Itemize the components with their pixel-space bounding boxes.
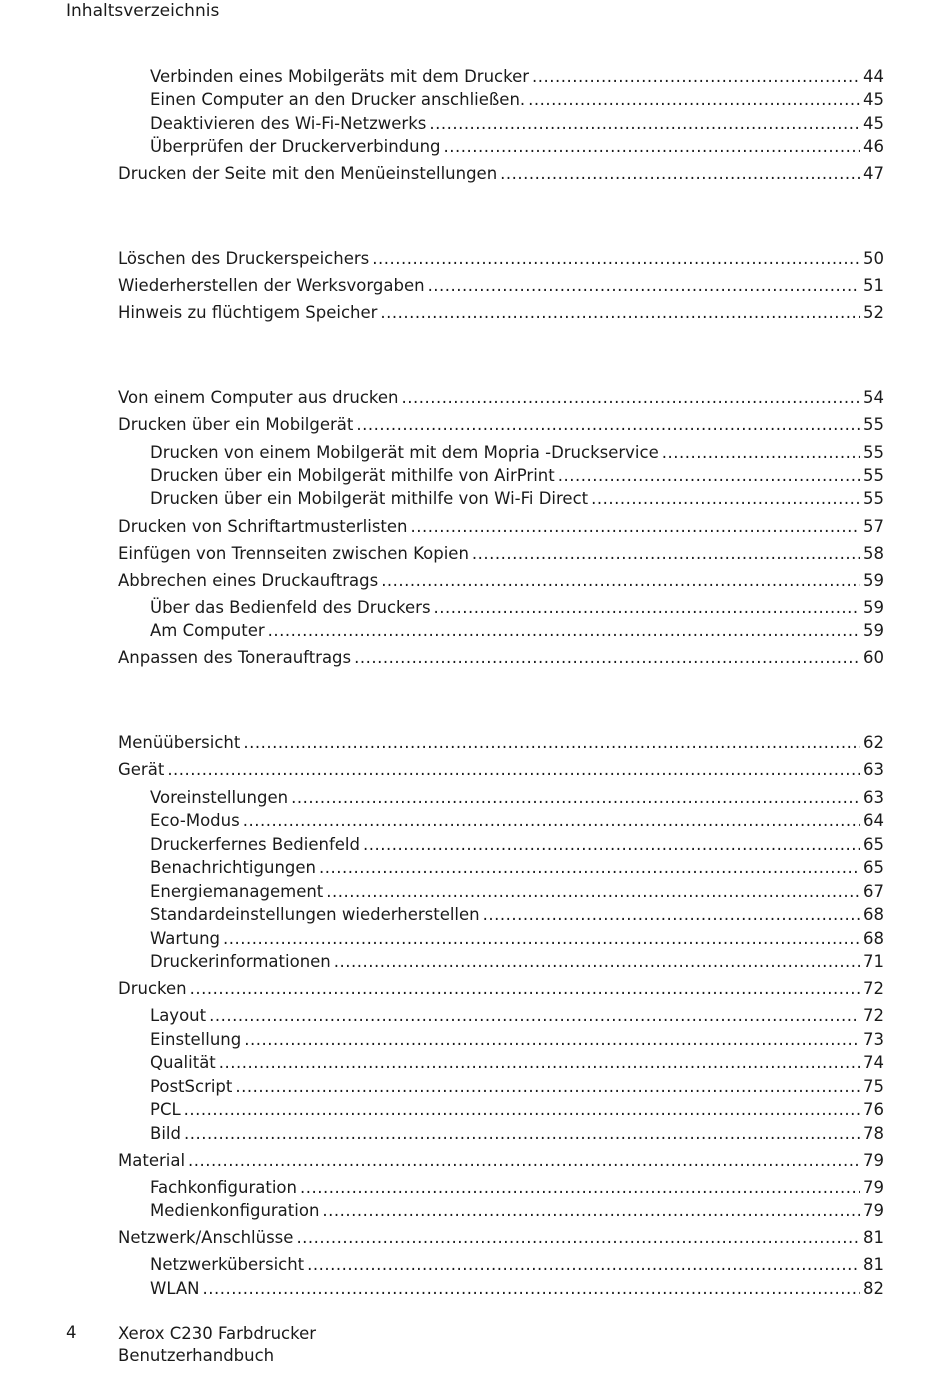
toc-entry-page-number: 74 xyxy=(863,1053,884,1072)
toc-dot-leader xyxy=(591,488,860,510)
toc-entry-title: WLAN xyxy=(150,1279,200,1298)
toc-entry-page-number: 50 xyxy=(863,249,884,268)
toc-entry xyxy=(150,66,884,88)
toc-dot-leader xyxy=(209,1005,860,1027)
footer-page-number: 4 xyxy=(66,1323,77,1342)
toc-entry-page-number: 81 xyxy=(863,1255,884,1274)
toc-entry-title: Einfügen von Trennseiten zwischen Kopien xyxy=(118,544,469,563)
toc-entry xyxy=(150,904,884,926)
toc-entry-title: Wiederherstellen der Werksvorgaben xyxy=(118,276,425,295)
toc-entry-title: Energiemanagement xyxy=(150,882,324,901)
toc-entry-page-number: 68 xyxy=(863,905,884,924)
toc-entry xyxy=(150,834,884,856)
toc-dot-leader xyxy=(319,857,860,879)
toc-entry-title: Medienkonfiguration xyxy=(150,1201,320,1220)
toc-entry xyxy=(150,881,884,903)
toc-entry-title: Verbinden eines Mobilgeräts mit dem Drucker xyxy=(150,67,530,86)
toc-entry xyxy=(118,1227,884,1249)
toc-dot-leader xyxy=(326,881,860,903)
toc-dot-leader xyxy=(532,66,860,88)
toc-entry-title: Drucken von Schriftartmusterlisten xyxy=(118,517,408,536)
toc-entry-page-number: 65 xyxy=(863,835,884,854)
toc-entry-title: Drucken der Seite mit den Menüeinstellungen xyxy=(118,164,498,183)
toc-entry xyxy=(118,647,884,669)
toc-dot-leader xyxy=(244,1029,860,1051)
toc-entry-title: Abbrechen eines Druckauftrags xyxy=(118,571,379,590)
toc-entry-page-number: 79 xyxy=(863,1201,884,1220)
toc-entry-title: Hinweis zu flüchtigem Speicher xyxy=(118,303,378,322)
toc-entry-page-number: 72 xyxy=(863,979,884,998)
toc-entry-title: Fachkonfiguration xyxy=(150,1178,297,1197)
toc-entry xyxy=(150,465,884,487)
toc-entry xyxy=(150,951,884,973)
toc-entry-title: Von einem Computer aus drucken xyxy=(118,388,399,407)
toc-entry xyxy=(118,759,884,781)
toc-entry-page-number: 54 xyxy=(863,388,884,407)
toc-dot-leader xyxy=(472,543,860,565)
toc-entry-page-number: 75 xyxy=(863,1077,884,1096)
toc-entry-page-number: 55 xyxy=(863,466,884,485)
toc-entry-title: Drucken xyxy=(118,979,187,998)
toc-entry-page-number: 60 xyxy=(863,648,884,667)
toc-entry-title: Anpassen des Tonerauftrags xyxy=(118,648,352,667)
running-header-title: Inhaltsverzeichnis xyxy=(66,1,220,21)
toc-entry xyxy=(118,516,884,538)
toc-entry-title: Eco-Modus xyxy=(150,811,240,830)
toc-entry xyxy=(118,414,884,436)
toc-dot-leader xyxy=(307,1254,860,1276)
toc-entry-page-number: 59 xyxy=(863,598,884,617)
toc-entry xyxy=(150,89,884,111)
toc-dot-leader xyxy=(188,1150,860,1172)
toc-entry-page-number: 72 xyxy=(863,1006,884,1025)
toc-entry xyxy=(150,857,884,879)
toc-entry xyxy=(150,1099,884,1121)
toc-entry-page-number: 82 xyxy=(863,1279,884,1298)
toc-entry-page-number: 45 xyxy=(863,114,884,133)
toc-entry-page-number: 76 xyxy=(863,1100,884,1119)
toc-dot-leader xyxy=(662,442,860,464)
toc-entry xyxy=(118,543,884,565)
toc-entry-page-number: 64 xyxy=(863,811,884,830)
toc-entry-page-number: 79 xyxy=(863,1151,884,1170)
toc-dot-leader xyxy=(184,1123,860,1145)
toc-entry-title: Layout xyxy=(150,1006,207,1025)
toc-entry-title: Voreinstellungen xyxy=(150,788,289,807)
toc-dot-leader xyxy=(558,465,860,487)
toc-entry-title: Über das Bedienfeld des Druckers xyxy=(150,598,431,617)
toc-dot-leader xyxy=(356,414,860,436)
toc-entry xyxy=(150,1200,884,1222)
toc-entry-title: Drucken über ein Mobilgerät mithilfe von AirPrint xyxy=(150,466,555,485)
toc-dot-leader xyxy=(268,620,860,642)
toc-entry-page-number: 71 xyxy=(863,952,884,971)
toc-entry xyxy=(150,928,884,950)
footer-product-name: Xerox C230 Farbdrucker xyxy=(118,1324,317,1343)
toc-dot-leader xyxy=(300,1177,860,1199)
toc-entry-page-number: 62 xyxy=(863,733,884,752)
toc-entry-page-number: 55 xyxy=(863,415,884,434)
toc-dot-leader xyxy=(334,951,860,973)
toc-entry xyxy=(118,732,884,754)
toc-entry-page-number: 45 xyxy=(863,90,884,109)
toc-entry xyxy=(118,978,884,1000)
toc-entry-page-number: 55 xyxy=(863,443,884,462)
toc-entry xyxy=(118,275,884,297)
toc-entry xyxy=(150,620,884,642)
toc-entry-title: Benachrichtigungen xyxy=(150,858,316,877)
toc-entry xyxy=(150,1254,884,1276)
toc-dot-leader xyxy=(483,904,860,926)
toc-entry-page-number: 59 xyxy=(863,571,884,590)
toc-entry-title: Netzwerk/Anschlüsse xyxy=(118,1228,294,1247)
toc-entry-page-number: 46 xyxy=(863,137,884,156)
toc-entry xyxy=(150,1005,884,1027)
toc-entry-title: Am Computer xyxy=(150,621,265,640)
toc-entry xyxy=(118,248,884,270)
toc-entry-title: Bild xyxy=(150,1124,181,1143)
toc-entry xyxy=(118,387,884,409)
footer-document-title: Benutzerhandbuch xyxy=(118,1346,275,1365)
toc-entry xyxy=(150,488,884,510)
toc-entry-title: Druckerfernes Bedienfeld xyxy=(150,835,360,854)
toc-entry-page-number: 68 xyxy=(863,929,884,948)
toc-dot-leader xyxy=(380,302,860,324)
toc-entry xyxy=(150,1177,884,1199)
toc-entry xyxy=(150,1052,884,1074)
toc-entry-page-number: 51 xyxy=(863,276,884,295)
toc-entry-page-number: 79 xyxy=(863,1178,884,1197)
toc-dot-leader xyxy=(322,1200,860,1222)
toc-entry xyxy=(118,163,884,185)
toc-entry-page-number: 63 xyxy=(863,788,884,807)
toc-dot-leader xyxy=(190,978,860,1000)
toc-entry xyxy=(150,442,884,464)
toc-entry-page-number: 58 xyxy=(863,544,884,563)
toc-dot-leader xyxy=(354,647,860,669)
toc-dot-leader xyxy=(363,834,860,856)
toc-entry-title: Überprüfen der Druckerverbindung xyxy=(150,137,441,156)
toc-entry-page-number: 55 xyxy=(863,489,884,508)
toc-entry-page-number: 47 xyxy=(863,164,884,183)
toc-entry xyxy=(118,1150,884,1172)
toc-dot-leader xyxy=(291,787,860,809)
toc-dot-leader xyxy=(444,136,860,158)
toc-entry xyxy=(150,1076,884,1098)
toc-dot-leader xyxy=(223,928,860,950)
toc-entry-title: PCL xyxy=(150,1100,181,1119)
toc-dot-leader xyxy=(429,113,860,135)
toc-dot-leader xyxy=(528,89,860,111)
toc-dot-leader xyxy=(203,1278,860,1300)
toc-entry-title: Drucken über ein Mobilgerät mithilfe von Wi-Fi Direct xyxy=(150,489,589,508)
toc-entry-title: Material xyxy=(118,1151,186,1170)
toc-entry-title: Druckerinformationen xyxy=(150,952,331,971)
toc-entry-page-number: 57 xyxy=(863,517,884,536)
toc-entry-page-number: 81 xyxy=(863,1228,884,1247)
toc-dot-leader xyxy=(434,597,860,619)
toc-entry xyxy=(150,597,884,619)
toc-entry-title: Standardeinstellungen wiederherstellen xyxy=(150,905,480,924)
toc-dot-leader xyxy=(500,163,860,185)
toc-entry-title: PostScript xyxy=(150,1077,233,1096)
toc-dot-leader xyxy=(296,1227,860,1249)
toc-entry xyxy=(150,1278,884,1300)
toc-entry xyxy=(150,810,884,832)
toc-entry-page-number: 44 xyxy=(863,67,884,86)
toc-entry-page-number: 59 xyxy=(863,621,884,640)
toc-entry xyxy=(150,1123,884,1145)
toc-entry-title: Löschen des Druckerspeichers xyxy=(118,249,370,268)
toc-entry-page-number: 52 xyxy=(863,303,884,322)
toc-entry xyxy=(118,570,884,592)
toc-entry-page-number: 78 xyxy=(863,1124,884,1143)
toc-entry-title: Netzwerkübersicht xyxy=(150,1255,305,1274)
toc-entry-title: Deaktivieren des Wi-Fi-Netzwerks xyxy=(150,114,427,133)
toc-dot-leader xyxy=(184,1099,860,1121)
toc-entry-page-number: 67 xyxy=(863,882,884,901)
toc-entry-title: Einstellung xyxy=(150,1030,242,1049)
toc-dot-leader xyxy=(402,387,860,409)
toc-entry-title: Menüübersicht xyxy=(118,733,241,752)
toc-dot-leader xyxy=(219,1052,860,1074)
toc-entry-page-number: 63 xyxy=(863,760,884,779)
toc-dot-leader xyxy=(428,275,860,297)
toc-dot-leader xyxy=(372,248,860,270)
toc-entry-page-number: 73 xyxy=(863,1030,884,1049)
toc-entry xyxy=(150,1029,884,1051)
toc-entry xyxy=(150,136,884,158)
toc-dot-leader xyxy=(381,570,860,592)
toc-entry-title: Drucken von einem Mobilgerät mit dem Mopria -Druckservice xyxy=(150,443,659,462)
toc-dot-leader xyxy=(167,759,860,781)
toc-dot-leader xyxy=(243,810,860,832)
toc-entry xyxy=(150,787,884,809)
toc-dot-leader xyxy=(243,732,860,754)
toc-entry-title: Einen Computer an den Drucker anschließen. xyxy=(150,90,526,109)
toc-entry-page-number: 65 xyxy=(863,858,884,877)
toc-entry xyxy=(150,113,884,135)
toc-entry-title: Drucken über ein Mobilgerät xyxy=(118,415,354,434)
toc-entry-title: Wartung xyxy=(150,929,221,948)
toc-entry-title: Gerät xyxy=(118,760,165,779)
toc-entry-title: Qualität xyxy=(150,1053,216,1072)
toc-dot-leader xyxy=(411,516,861,538)
toc-dot-leader xyxy=(235,1076,860,1098)
toc-entry xyxy=(118,302,884,324)
